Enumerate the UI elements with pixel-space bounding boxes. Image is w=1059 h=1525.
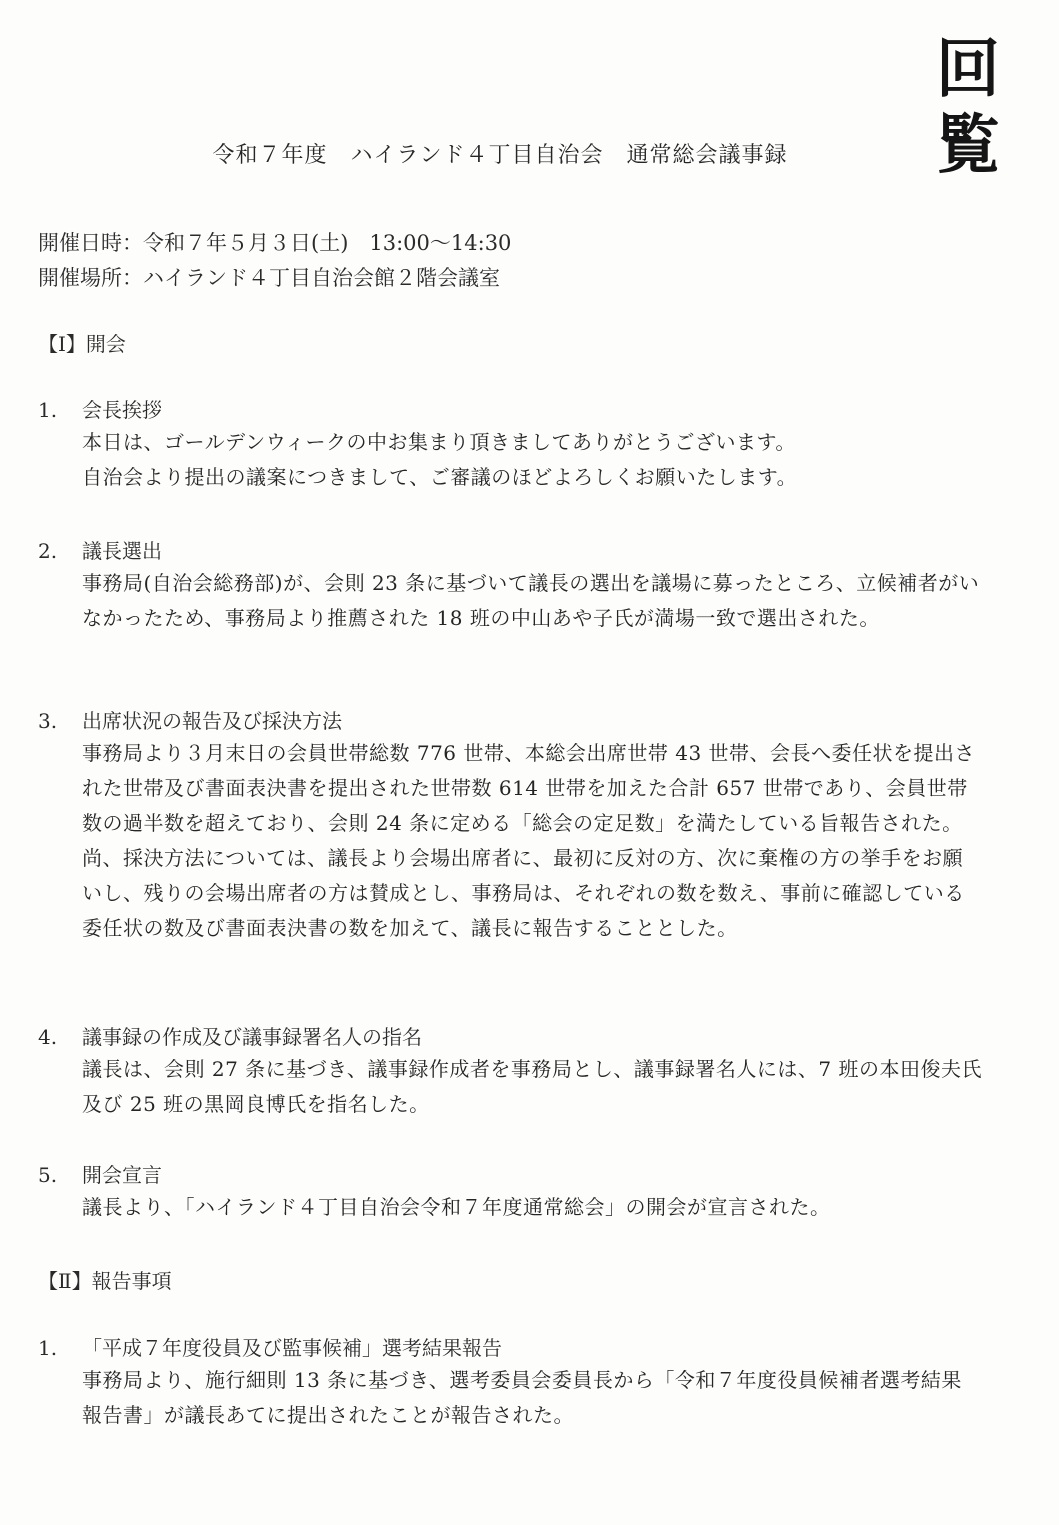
body-paragraph: 尚、採決方法については、議長より会場出席者に、最初に反対の方、次に棄権の方の挙手をお願いし、残りの会場出席者の方は賛成とし、事務局は、それぞれの数を数え、事前に確認している委任状の数及び書面表決書の数を加えて、議長に報告することとした。 xyxy=(82,846,965,940)
agenda-item-minutes-signers xyxy=(38,1022,998,1122)
item-body xyxy=(82,1190,982,1225)
stamp-char-1: 回 xyxy=(936,32,1000,107)
item-body xyxy=(82,736,982,946)
item-number: 4. xyxy=(38,1025,58,1049)
agenda-item-attendance xyxy=(38,706,998,946)
section-heading-reports: 【Ⅱ】報告事項 xyxy=(38,1269,172,1293)
body-paragraph: 事務局(自治会総務部)が、会則 23 条に基づいて議長の選出を議場に募ったところ、立候補者がいなかったため、事務局より推薦された 18 班の中山あや子氏が満場一致で選出された。 xyxy=(82,571,980,630)
item-number: 3. xyxy=(38,709,58,733)
body-paragraph: 本日は、ゴールデンウィークの中お集まり頂きましてありがとうございます。 xyxy=(82,430,796,454)
item-body xyxy=(82,566,982,636)
item-number: 1. xyxy=(38,398,58,422)
body-paragraph: 事務局より、施行細則 13 条に基づき、選考委員会委員長から「令和７年度役員候補者選考結果報告書」が議長あてに提出されたことが報告された。 xyxy=(82,1368,962,1427)
body-paragraph: 議長より、「ハイランド４丁目自治会令和７年度通常総会」の開会が宣言された。 xyxy=(82,1195,831,1219)
meeting-datetime: 開催日時：令和７年５月３日(土) 13:00〜14:30 xyxy=(38,231,512,255)
item-number: 1. xyxy=(38,1336,58,1360)
item-body xyxy=(82,1052,982,1122)
body-paragraph: 事務局より３月末日の会員世帯総数 776 世帯、本総会出席世帯 43 世帯、会長へ委任状を提出された世帯及び書面表決書を提出された世帯数 614 世帯を加えた合計 657 世帯であり、会員世帯数の過半数を超えており、会則 24 条に定める「総会の定足数」を満たしている旨報告された。 xyxy=(82,741,976,835)
item-number: 5. xyxy=(38,1163,58,1187)
item-title: 会長挨拶 xyxy=(82,398,162,422)
item-title: 出席状況の報告及び採決方法 xyxy=(82,709,342,733)
item-title: 議長選出 xyxy=(82,539,162,563)
agenda-item-opening-declaration xyxy=(38,1160,998,1225)
body-paragraph: 自治会より提出の議案につきまして、ご審議のほどよろしくお願いたします。 xyxy=(82,465,798,489)
document-title: 令和７年度 ハイランド４丁目自治会 通常総会議事録 xyxy=(212,143,788,168)
item-title: 「平成７年度役員及び監事候補」選考結果報告 xyxy=(82,1336,502,1360)
stamp-char-2: 覧 xyxy=(936,108,1000,183)
item-body xyxy=(82,425,982,495)
agenda-item-chair-election xyxy=(38,536,998,636)
item-title: 開会宣言 xyxy=(82,1163,162,1187)
body-paragraph: 議長は、会則 27 条に基づき、議事録作成者を事務局とし、議事録署名人には、7 班の本田俊夫氏及び 25 班の黒岡良博氏を指名した。 xyxy=(82,1057,982,1116)
section-heading-opening: 【Ⅰ】開会 xyxy=(38,332,126,356)
item-title: 議事録の作成及び議事録署名人の指名 xyxy=(82,1025,422,1049)
meeting-place: 開催場所：ハイランド４丁目自治会館２階会議室 xyxy=(38,266,500,290)
item-number: 2. xyxy=(38,539,58,563)
agenda-item-chair-greeting xyxy=(38,395,998,495)
item-body xyxy=(82,1363,982,1433)
report-item-selection-result xyxy=(38,1333,998,1433)
